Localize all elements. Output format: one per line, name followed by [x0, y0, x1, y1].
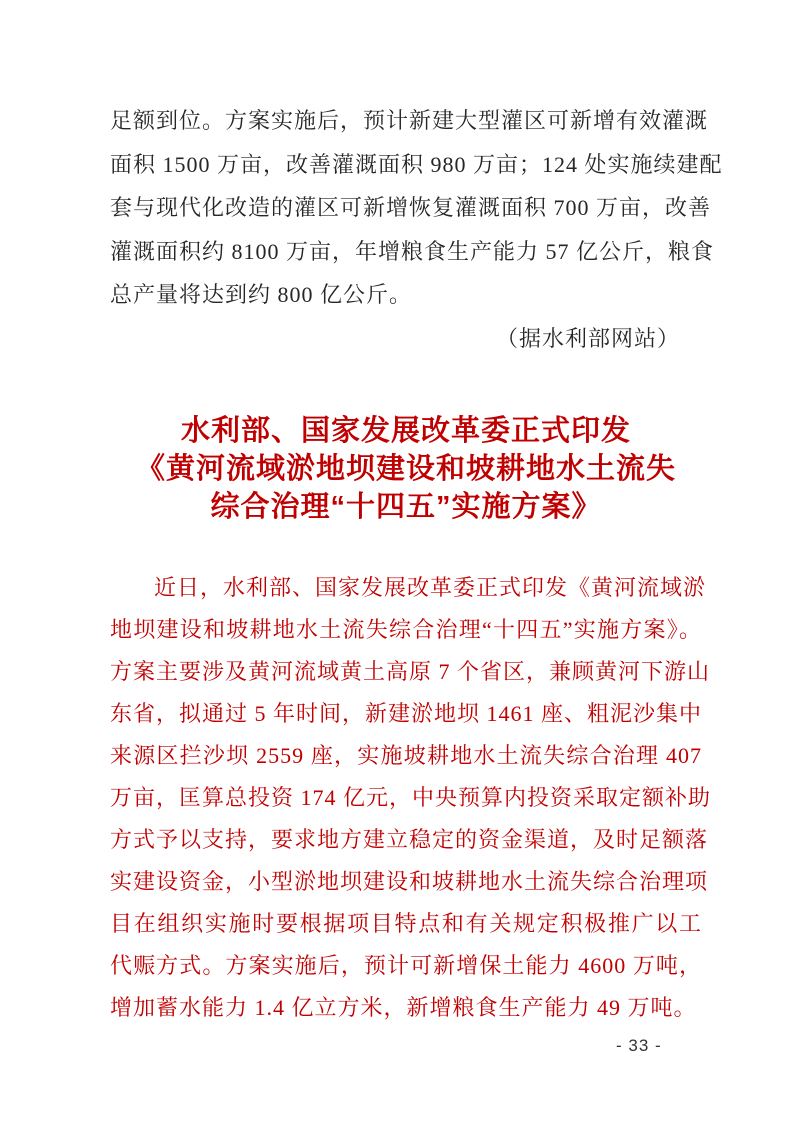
text-line: 实建设资金，小型淤地坝建设和坡耕地水土流失综合治理项	[110, 869, 709, 894]
page-content	[110, 99, 723, 1029]
text-line: 套与现代化改造的灌区可新增恢复灌溉面积 700 万亩，改善	[110, 195, 712, 220]
text-line: 《黄河流域淤地坝建设和坡耕地水土流失	[135, 453, 676, 485]
text-line: 灌溉面积约 8100 万亩，年增粮食生产能力 57 亿公斤，粮食	[110, 238, 715, 264]
text-line: 增加蓄水能力 1.4 亿立方米，新增粮食生产能力 49 万吨。	[110, 995, 697, 1020]
text-line: 来源区拦沙坝 2559 座，实施坡耕地水土流失综合治理 407	[110, 743, 702, 768]
text-line: 东省，拟通过 5 年时间，新建淤地坝 1461 座、粗泥沙集中	[110, 701, 703, 726]
text-line: 近日，水利部、国家发展改革委正式印发《黄河流域淤	[154, 575, 707, 600]
text-line: 综合治理“十四五”实施方案》	[210, 491, 602, 523]
text-line: 水利部、国家发展改革委正式印发	[180, 415, 631, 447]
text-line: 方案主要涉及黄河流域黄土高原 7 个省区，兼顾黄河下游山	[110, 659, 711, 684]
text-line: 万亩，匡算总投资 174 亿元，中央预算内投资采取定额补助	[110, 785, 712, 810]
paragraph-top	[110, 99, 723, 317]
source-attribution: （据水利部网站）	[495, 325, 680, 351]
article-title	[110, 412, 702, 526]
paragraph-main	[110, 567, 712, 1029]
page-number: - 33 -	[616, 1036, 662, 1055]
text-line: 足额到位。方案实施后，预计新建大型灌区可新增有效灌溉	[110, 108, 709, 133]
text-line: 面积 1500 万亩，改善灌溉面积 980 万亩；124 处实施续建配	[110, 151, 723, 177]
text-line: 地坝建设和坡耕地水土流失综合治理“十四五”实施方案》。	[110, 617, 702, 642]
text-line: 目在组织实施时要根据项目特点和有关规定积极推广以工	[110, 911, 702, 936]
text-line: 方式予以支持，要求地方建立稳定的资金渠道，及时足额落	[110, 827, 709, 852]
text-line: 总产量将达到约 800 亿公斤。	[110, 282, 413, 307]
text-line: 代赈方式。方案实施后，预计可新增保土能力 4600 万吨，	[110, 953, 702, 978]
